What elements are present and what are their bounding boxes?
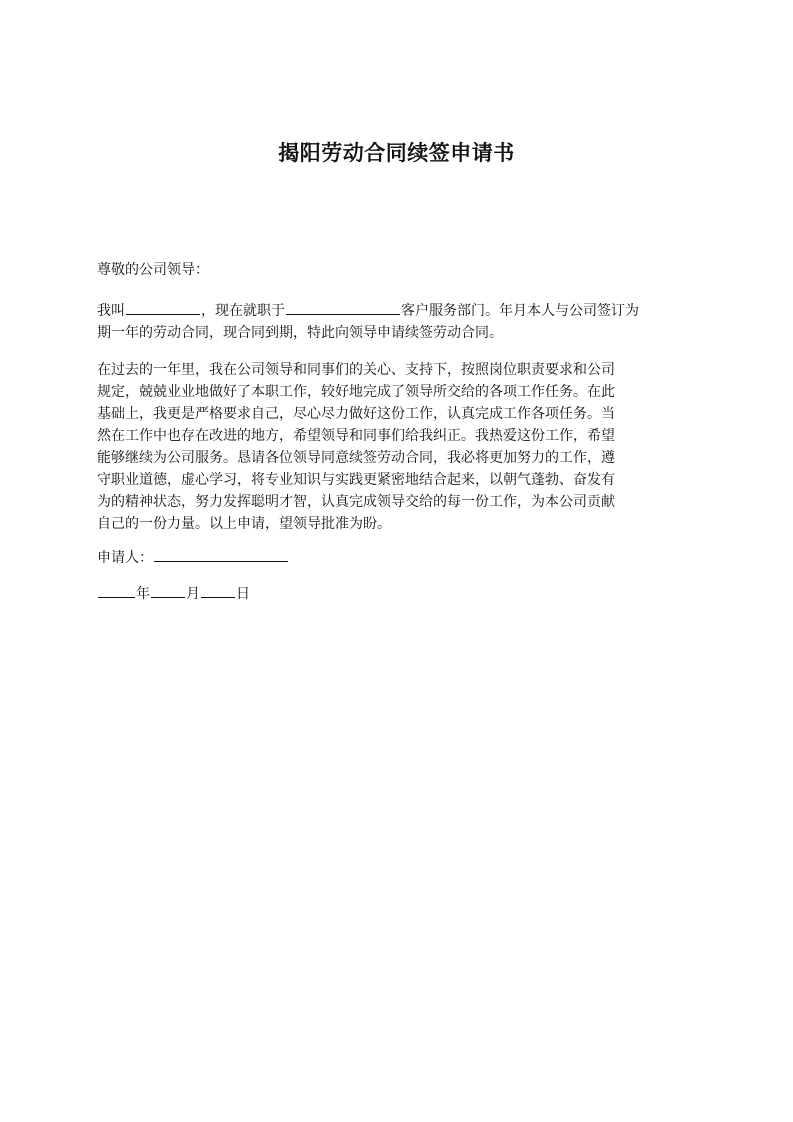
- intro-line-2: 期一年的劳动合同，现合同到期，特此向领导申请续签劳动合同。: [97, 325, 503, 341]
- year-blank: [98, 582, 135, 598]
- day-blank: [201, 582, 235, 598]
- main-line: 能够继续为公司服务。恳请各位领导同意续签劳动合同，我必将更加努力的工作，遵: [97, 450, 615, 466]
- month-label: 月: [186, 586, 200, 602]
- intro-suffix: 客户服务部门。年月本人与公司签订为: [401, 303, 639, 319]
- main-line: 自己的一份力量。以上申请，望领导批准为盼。: [97, 516, 391, 532]
- main-line: 守职业道德，虚心学习，将专业知识与实践更紧密地结合起来，以朝气蓬勃、奋发有: [97, 472, 615, 488]
- applicant-label: 申请人：: [97, 550, 153, 566]
- name-blank: [126, 299, 200, 315]
- applicant-blank: [154, 546, 288, 562]
- document-title: 揭阳劳动合同续签申请书: [278, 141, 515, 165]
- main-line: 基础上，我更是严格要求自己，尽心尽力做好这份工作，认真完成工作各项任务。当: [97, 406, 615, 422]
- salutation: 尊敬的公司领导：: [97, 262, 209, 278]
- company-blank: [286, 299, 400, 315]
- date-line: [97, 582, 697, 605]
- main-line: 为的精神状态，努力发挥聪明才智，认真完成领导交给的每一份工作，为本公司贡献: [97, 494, 615, 510]
- day-label: 日: [236, 586, 250, 602]
- applicant-line: [97, 546, 697, 569]
- year-label: 年: [136, 586, 150, 602]
- month-blank: [151, 582, 185, 598]
- intro-prefix: 我叫: [97, 303, 125, 319]
- intro-middle: ，现在就职于: [201, 303, 285, 319]
- intro-paragraph: [97, 299, 697, 344]
- main-line: 规定，兢兢业业地做好了本职工作，较好地完成了领导所交给的各项工作任务。在此: [97, 384, 615, 400]
- main-line: 在过去的一年里，我在公司领导和同事们的关心、支持下，按照岗位职责要求和公司: [97, 362, 615, 378]
- main-line: 然在工作中也存在改进的地方，希望领导和同事们给我纠正。我热爱这份工作，希望: [97, 428, 615, 444]
- main-paragraph: [97, 359, 697, 535]
- intro-line-1: [97, 299, 697, 322]
